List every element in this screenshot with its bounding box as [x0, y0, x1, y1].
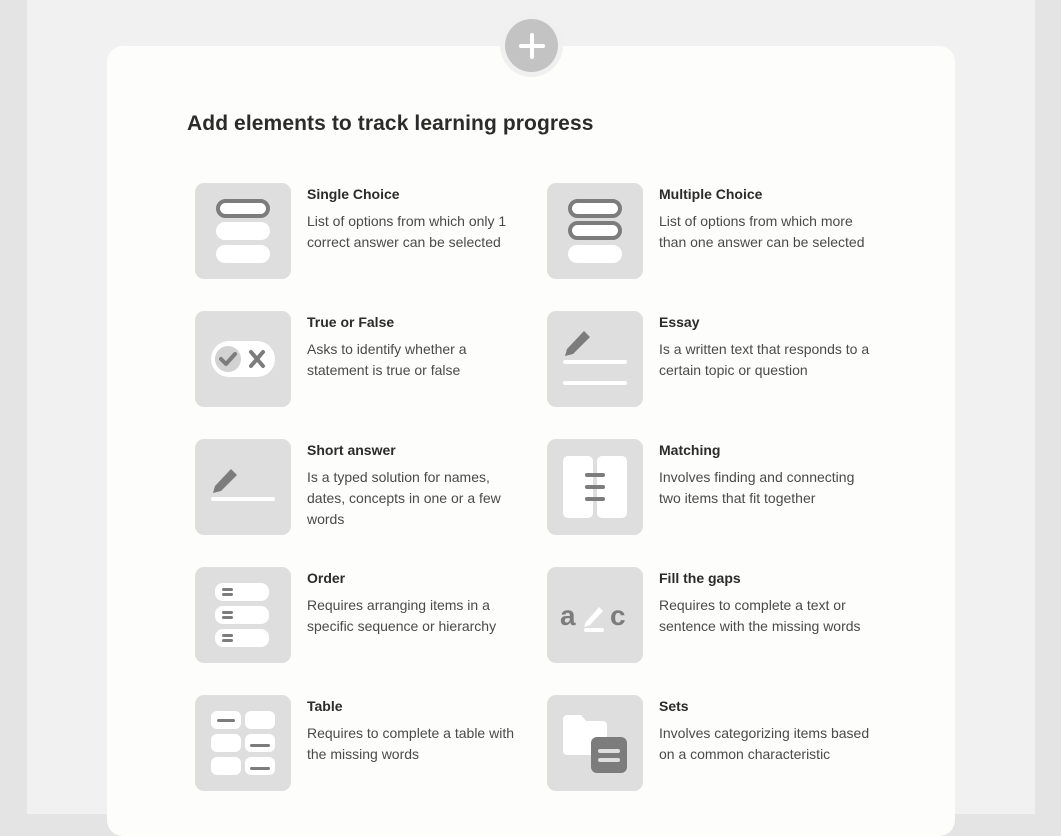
element-name: Multiple Choice	[659, 186, 763, 202]
matching-tile	[547, 439, 643, 535]
element-card-order[interactable]	[195, 567, 525, 667]
element-name: Matching	[659, 442, 721, 458]
svg-text:c: c	[610, 600, 626, 631]
true-false-icon	[195, 311, 291, 407]
essay-tile	[547, 311, 643, 407]
element-description: List of options from which only 1 correct answer can be selected	[307, 213, 507, 250]
matching-icon	[547, 439, 643, 535]
short-answer-icon	[195, 439, 291, 535]
element-card-fill-gaps[interactable]	[547, 567, 877, 667]
element-description: Requires to complete a text or sentence with the missing words	[659, 597, 861, 634]
essay-icon	[547, 311, 643, 407]
multiple-choice-icon	[547, 183, 643, 279]
true-false-tile	[195, 311, 291, 407]
element-name: Essay	[659, 314, 700, 330]
single-choice-icon	[195, 183, 291, 279]
element-card-single-choice[interactable]	[195, 183, 525, 283]
element-card-sets[interactable]	[547, 695, 877, 795]
element-card-essay[interactable]	[547, 311, 877, 411]
fill-gaps-icon	[547, 567, 643, 663]
element-name: Order	[307, 570, 346, 586]
element-description: Asks to identify whether a statement is true or false	[307, 341, 467, 378]
add-element-button[interactable]	[505, 19, 558, 72]
element-card-matching[interactable]	[547, 439, 877, 539]
table-tile	[195, 695, 291, 791]
element-description: Is a typed solution for names, dates, concepts in one or a few words	[307, 469, 501, 527]
order-tile	[195, 567, 291, 663]
page-title: Add elements to track learning progress	[187, 112, 594, 135]
element-description: Involves finding and connecting two items that fit together	[659, 469, 855, 506]
sets-tile	[547, 695, 643, 791]
element-name: Sets	[659, 698, 689, 714]
element-card-short-answer[interactable]	[195, 439, 525, 539]
element-name: Single Choice	[307, 186, 400, 202]
element-card-multiple-choice[interactable]	[547, 183, 877, 283]
element-description: List of options from which more than one answer can be selected	[659, 213, 865, 250]
element-name: Table	[307, 698, 343, 714]
svg-text:a: a	[560, 600, 576, 631]
table-icon	[195, 695, 291, 791]
element-description: Requires arranging items in a specific sequence or hierarchy	[307, 597, 497, 634]
order-icon	[195, 567, 291, 663]
element-description: Involves categorizing items based on a common characteristic	[659, 725, 870, 762]
element-name: Fill the gaps	[659, 570, 741, 586]
single-choice-tile	[195, 183, 291, 279]
element-card-true-false[interactable]	[195, 311, 525, 411]
element-description: Requires to complete a table with the missing words	[307, 725, 514, 762]
fill-gaps-tile	[547, 567, 643, 663]
element-description: Is a written text that responds to a certain topic or question	[659, 341, 870, 378]
plus-icon	[517, 31, 547, 61]
sets-icon	[547, 695, 643, 791]
element-name: Short answer	[307, 442, 396, 458]
short-answer-tile	[195, 439, 291, 535]
element-name: True or False	[307, 314, 395, 330]
multiple-choice-tile	[547, 183, 643, 279]
element-card-table[interactable]	[195, 695, 525, 795]
